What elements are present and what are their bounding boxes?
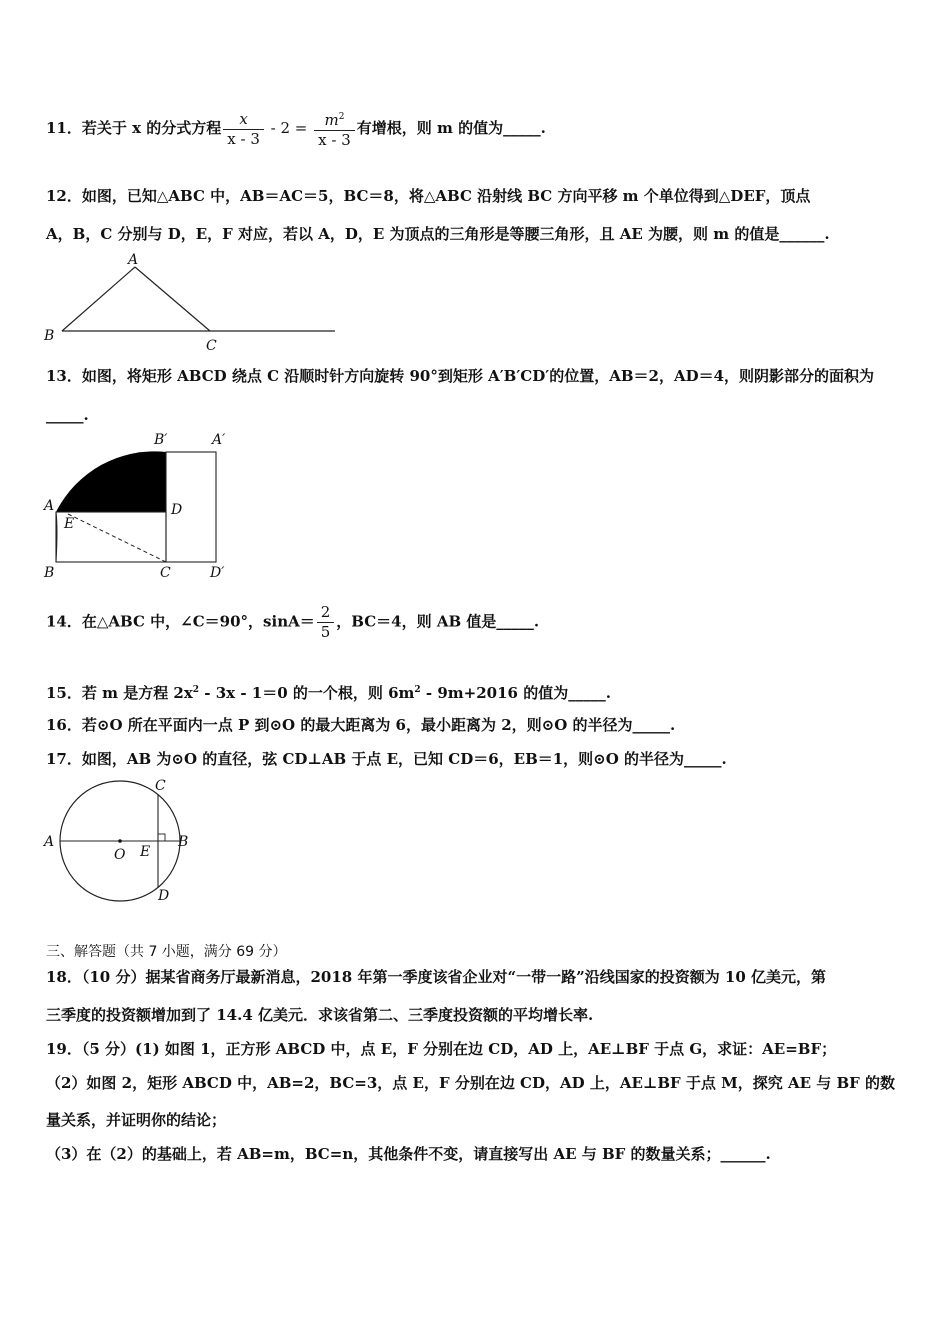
q13-rectangle-rotation-figure: [40, 428, 250, 588]
question-11: [46, 108, 546, 150]
question-16: 16．若⊙O 所在平面内一点 P 到⊙O 的最大距离为 6，最小距离为 2，则⊙O 的半径为_____.: [46, 716, 676, 734]
q13-label-a-prime: A′: [212, 432, 226, 448]
question-19-line-1: 19．（5 分）(1) 如图 1，正方形 ABCD 中，点 E，F 分别在边 CD，AD 上，AE⊥BF 于点 G，求证：AE=BF；: [46, 1040, 837, 1058]
q12-triangle-figure: [40, 248, 340, 356]
q13-label-c: C: [160, 565, 171, 581]
question-12-line-2: A，B，C 分别与 D，E，F 对应，若以 A，D，E 为顶点的三角形是等腰三角形，且 AE 为腰，则 m 的值是______.: [46, 225, 830, 243]
q12-line-ab: [62, 267, 135, 331]
q15-e1: 2: [192, 685, 200, 695]
q12-label-c: C: [206, 338, 217, 354]
q15-p3: - 9m+2016 的值为_____.: [420, 684, 611, 702]
q17-center-point: [118, 839, 122, 843]
q13-label-b-prime: B′: [154, 432, 168, 448]
question-18-line-1: 18．（10 分）据某省商务厅最新消息，2018 年第一季度该省企业对“一带一路”沿线国家的投资额为 10 亿美元，第: [46, 968, 827, 986]
question-14: [46, 603, 539, 642]
q13-label-a: A: [44, 498, 55, 514]
question-18-line-2: 三季度的投资额增加到了 14.4 亿美元．求该省第二、三季度投资额的平均增长率.: [46, 1006, 594, 1024]
q12-label-b: B: [44, 328, 55, 344]
q14-prefix: 14．在△ABC 中，∠C＝90°，sinA＝: [46, 612, 315, 631]
q11-fraction-1: [223, 110, 264, 149]
q13-shaded-region: [56, 451, 166, 512]
q17-circle-figure: [40, 776, 200, 906]
q17-label-d: D: [158, 888, 170, 904]
q11-f2-den: x - 3: [318, 131, 351, 149]
q17-label-b: B: [178, 834, 189, 850]
question-19-line-4: （3）在（2）的基础上，若 AB=m，BC=n，其他条件不变，请直接写出 AE 与 BF 的数量关系；______.: [46, 1145, 771, 1163]
q13-label-b: B: [44, 565, 55, 581]
section-3-title: 三、解答题（共 7 小题，满分 69 分）: [46, 944, 287, 960]
q11-f2-exp: 2: [338, 112, 345, 122]
q17-label-e: E: [140, 844, 151, 860]
q13-label-d-prime: D′: [210, 565, 225, 581]
q14-suffix: ，BC＝4，则 AB 值是_____.: [336, 612, 540, 631]
q15-e2: 2: [414, 685, 421, 695]
q11-suffix: 有增根，则 m 的值为_____.: [356, 119, 546, 137]
q11-f1-den: x - 3: [227, 129, 260, 148]
q14-num: 2: [317, 603, 335, 623]
question-12-line-1: 12．如图，已知△ABC 中，AB＝AC＝5，BC＝8，将△ABC 沿射线 BC 方向平移 m 个单位得到△DEF，顶点: [46, 187, 811, 205]
question-19-line-2: （2）如图 2，矩形 ABCD 中，AB=2，BC=3，点 E，F 分别在边 CD，AD 上，AE⊥BF 于点 M，探究 AE 与 BF 的数: [46, 1074, 896, 1092]
q15-p2: - 3x - 1＝0 的一个根，则 6m: [199, 684, 415, 702]
question-13-line-1: 13．如图，将矩形 ABCD 绕点 C 沿顺时针方向旋转 90°到矩形 A′B′CD′的位置，AB＝2，AD＝4，则阴影部分的面积为: [46, 367, 875, 385]
question-15: [46, 680, 611, 703]
q15-p1: 15．若 m 是方程 2x: [46, 684, 193, 702]
q17-label-c: C: [155, 778, 166, 794]
q14-fraction: [317, 603, 335, 642]
q12-label-a: A: [128, 252, 139, 268]
q13-label-e: E: [64, 516, 75, 532]
q13-dashed-ec: [68, 514, 166, 562]
question-17: 17．如图，AB 为⊙O 的直径，弦 CD⊥AB 于点 E，已知 CD＝6，EB＝1，则⊙O 的半径为_____.: [46, 750, 727, 768]
q14-den: 5: [320, 623, 331, 641]
q12-line-ac: [135, 267, 210, 331]
q11-f2-numerator: [314, 108, 355, 131]
q11-f1-num: x: [223, 110, 264, 130]
question-19-line-3: 量关系，并证明你的结论；: [46, 1111, 227, 1129]
question-13-line-2: _____.: [46, 406, 89, 424]
q11-f2-num: m: [324, 111, 339, 129]
q17-right-angle-mark: [158, 834, 165, 841]
q11-mid: - 2 =: [265, 119, 313, 137]
q17-label-o: O: [114, 847, 126, 863]
q13-label-d: D: [171, 502, 183, 518]
q11-prefix: 11．若关于 x 的分式方程: [46, 119, 222, 137]
q17-label-a: A: [44, 834, 55, 850]
q11-fraction-2: [314, 108, 355, 150]
